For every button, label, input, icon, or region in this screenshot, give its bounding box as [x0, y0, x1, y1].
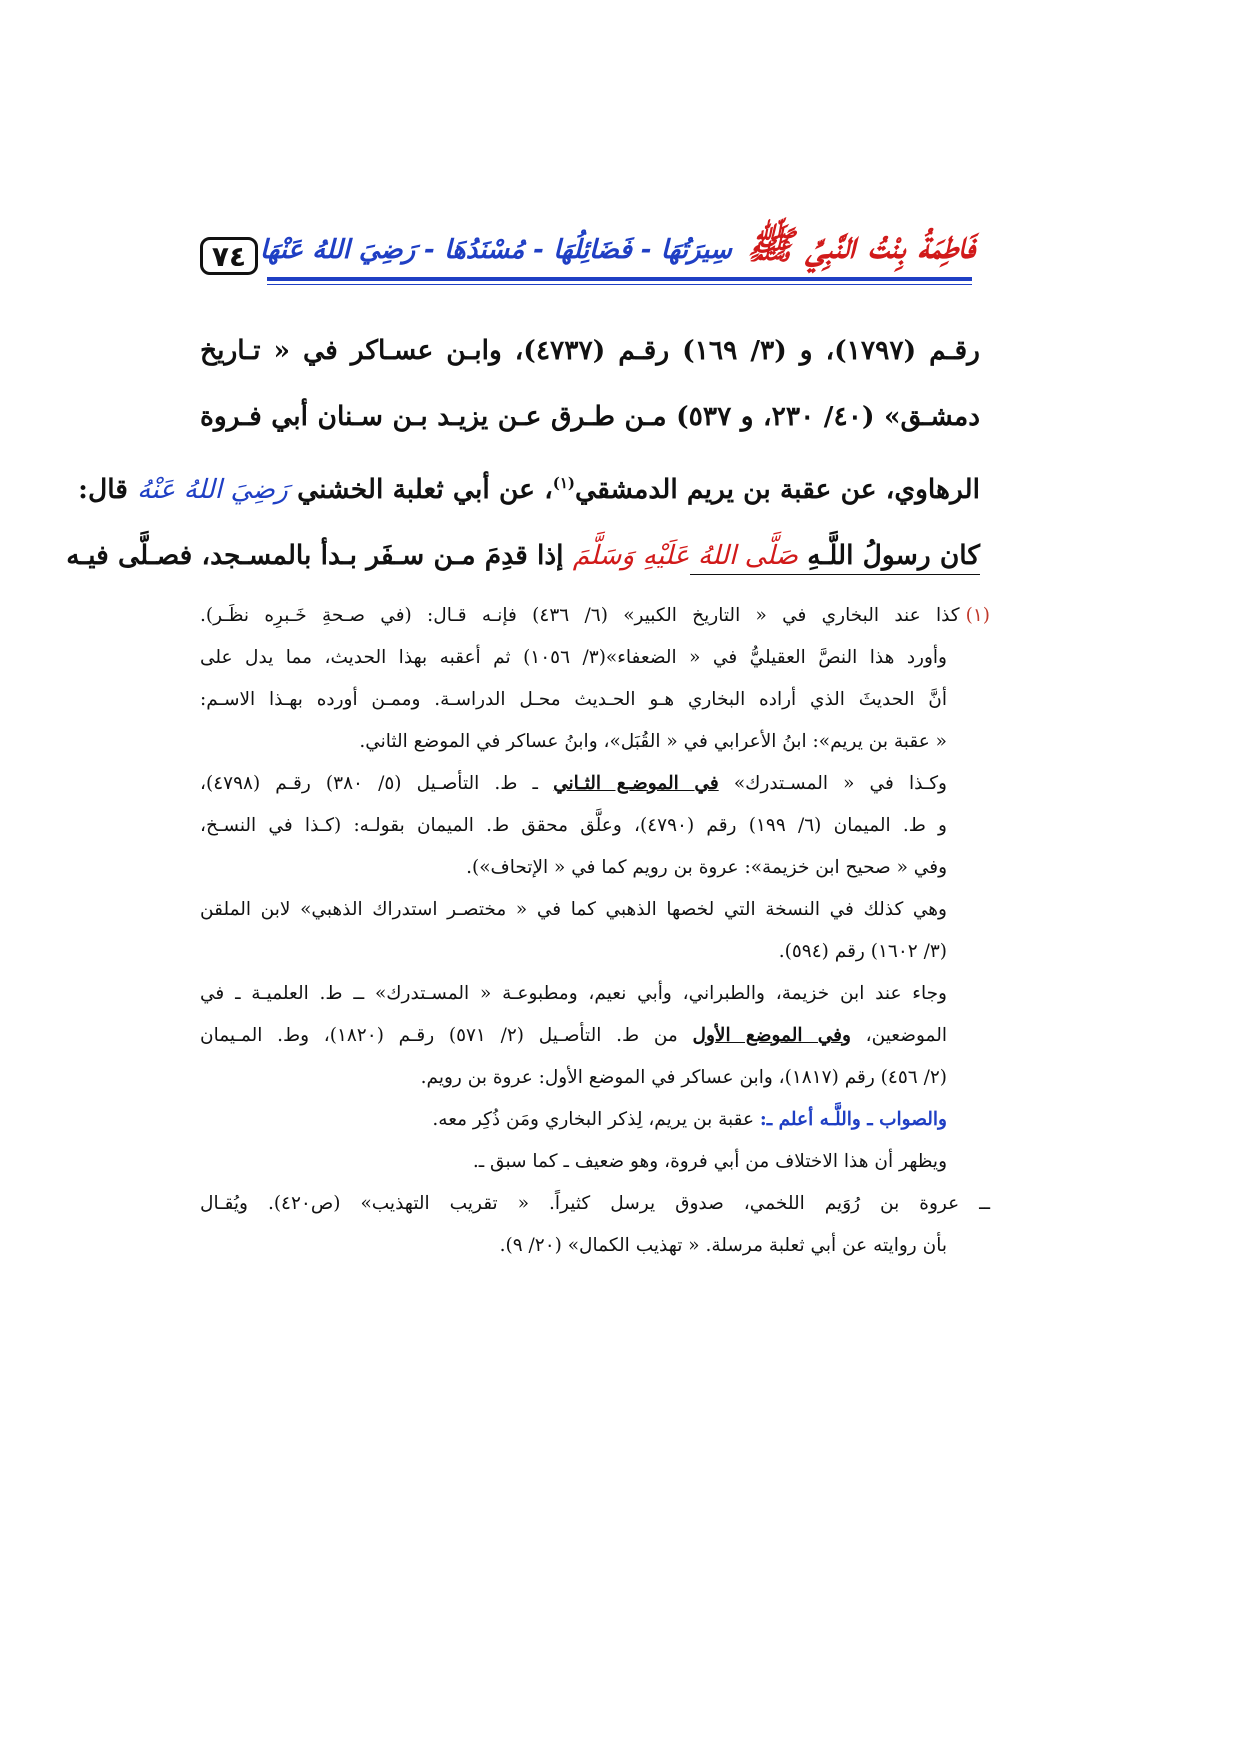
text-fragment: كان رسولُ اللَّـهِ	[807, 539, 980, 571]
page-header	[0, 0, 1240, 290]
honorific-radiyallahu: رَضِيَ اللهُ عَنْهُ	[137, 473, 288, 505]
book-title-main: فَاطِمَةُ بِنْتُ النَّبِيِّ ﷺ	[747, 223, 975, 267]
text-line	[66, 523, 980, 589]
emphasis-first-location: وفي الموضع الأول	[692, 1025, 851, 1046]
text-fragment: إذا قدِمَ مـن سـفَر بـدأ بالمسـجد، فصـلَّى فيـه	[66, 539, 564, 571]
text-fragment: قال:	[78, 473, 128, 505]
honorific-salawat: صَلَّى اللهُ عَلَيْهِ وَسَلَّمَ	[572, 539, 799, 571]
footnote-line	[200, 595, 990, 637]
footnote-number: (١)	[965, 605, 990, 626]
text-fragment: ، عن أبي ثعلبة الخشني	[297, 473, 553, 505]
footnote-line: وفي « صحيح ابن خزيمة»: عروة بن رويم كما في « الإتحاف»).	[466, 857, 947, 878]
header-rule-thin	[267, 284, 972, 285]
emphasis-second-location: في الموضـع الثـاني	[553, 773, 719, 794]
footnote-line	[200, 763, 990, 805]
text-fragment: عقبة بن يريم، لِذكر البخاري ومَن ذُكِر معه.	[432, 1109, 755, 1130]
text-fragment: من ط. التأصـيل (٢/ ٥٧١) رقـم (١٨٢٠)، وط. المـيمان	[200, 1025, 678, 1046]
main-text	[66, 318, 981, 589]
text-line	[78, 450, 980, 523]
footnote-line: وجاء عند ابن خزيمة، والطبراني، وأبي نعيم، ومطبوعـة « المسـتدرك» ــ ط. العلميـة ـ في	[200, 983, 947, 1004]
text-fragment: كذا عند البخاري في « التاريخ الكبير» (٦/ ٤٣٦) فإنـه قـال: (في صـحةِ خَـبرِه نظَـر).	[200, 605, 960, 626]
footnote-line: (٣/ ١٦٠٢) رقم (٥٩٤).	[778, 941, 947, 962]
footnotes	[200, 595, 990, 1267]
footnote-line: وأورد هذا النصَّ العقيليُّ في « الضعفاء»(٣/ ١٠٥٦) ثم أعقبه بهذا الحديث، مما يدل على	[200, 647, 947, 668]
footnote-separator	[690, 574, 980, 575]
footnote-line: بأن روايته عن أبي ثعلبة مرسلة. « تهذيب الكمال» (٢٠/ ٩).	[499, 1235, 947, 1256]
text-fragment: الرهاوي، عن عقبة بن يريم الدمشقي	[575, 473, 980, 505]
footnote-line: ــ عروة بن رُوَيم اللخمي، صدوق يرسل كثيراً. « تقريب التهذيب» (ص٤٢٠). ويُقـال	[200, 1193, 991, 1214]
footnote-line: أنَّ الحديثَ الذي أراده البخاري هـو الحـديث محـل الدراسـة. وممـن أورده بهـذا الاسـم:	[200, 689, 947, 710]
footnote-line	[200, 1015, 990, 1057]
text-fragment: ـ ط. التأصـيل (٥/ ٣٨٠) رقـم (٤٧٩٨)،	[200, 773, 538, 794]
page-number: ٧٤	[200, 237, 258, 275]
text-line: رقـم (١٧٩٧)، و (٣/ ١٦٩) رقـم (٤٧٣٧)، وابـن عسـاكر في « تـاريخ	[200, 335, 980, 366]
book-title-subtitle: سِيرَتُهَا - فَضَائِلُهَا - مُسْنَدُهَا - رَضِيَ اللهُ عَنْهَا	[259, 235, 732, 265]
text-fragment: الموضعين،	[865, 1025, 947, 1046]
conclusion-label: والصواب ـ واللَّـه أعلم ـ:	[759, 1109, 947, 1130]
footnote-line: وهي كذلك في النسخة التي لخصها الذهبي كما في « مختصـر استدراك الذهبي» لابن الملقن	[200, 899, 947, 920]
footnote-marker[interactable]: (١)	[552, 474, 576, 492]
footnote-line: (٢/ ٤٥٦) رقم (١٨١٧)، وابن عساكر في الموضع الأول: عروة بن رويم.	[420, 1067, 947, 1088]
book-title	[260, 222, 975, 277]
footnote-line: و ط. الميمان (٦/ ١٩٩) رقم (٤٧٩٠)، وعلَّق محقق ط. الميمان بقولـه: (كـذا في النسـخ،	[200, 815, 947, 836]
footnote-line: « عقبة بن يريم»: ابنُ الأعرابي في « القُبَل»، وابنُ عساكر في الموضع الثاني.	[359, 731, 947, 752]
text-line: دمشـق» (٤٠/ ٢٣٠، و ٥٣٧) مـن طـرق عـن يزيـد بـن سـنان أبي فـروة	[200, 401, 981, 432]
footnote-line: ويظهر أن هذا الاختلاف من أبي فروة، وهو ضعيف ـ كما سبق ـ.	[472, 1151, 947, 1172]
header-rule-thick	[267, 277, 972, 281]
text-fragment: وكـذا في « المسـتدرك»	[733, 773, 947, 794]
footnote-line	[200, 1099, 990, 1141]
